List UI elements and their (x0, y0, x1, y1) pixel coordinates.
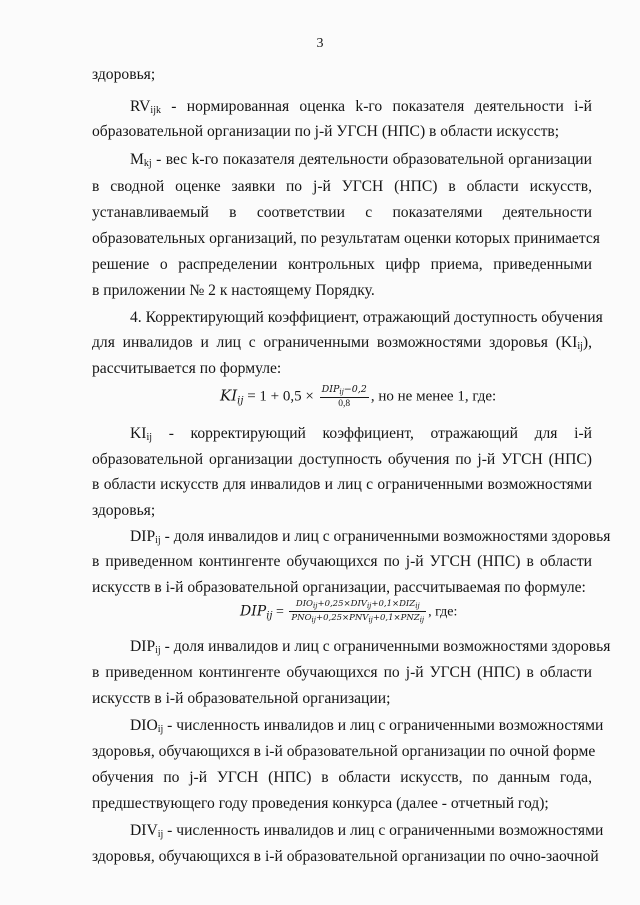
text-line: $KI_{ij}$ - корректирующий коэффициент, отражающий для i-й (130, 425, 592, 443)
text-line: образовательной организации доступность обучения по j-й УГСН (НПС) (92, 451, 592, 468)
text-line: здоровья; (92, 502, 156, 519)
text-line: в сводной оценке заявки по j-й УГСН (НПС) в области искусств, (92, 178, 592, 195)
text-line: $DIV_{ij}$ - численность инвалидов и лиц с ограниченными возможностями (130, 822, 604, 840)
text-line: здоровья, обучающихся в i-й образовательной организации по очной форме (92, 743, 596, 760)
text-line: в приложении № 2 к настоящему Порядку. (92, 282, 375, 299)
text-line: $DIP_{ij}$ - доля инвалидов и лиц с ограниченными возможностями здоровья (130, 638, 611, 656)
text-line: 4. Корректирующий коэффициент, отражающий доступность обучения (130, 309, 603, 326)
page-number: 3 (316, 36, 324, 51)
text-line: рассчитывается по формуле: (92, 360, 282, 377)
text-line: здоровья, обучающихся в i-й образовательной организации по очно-заочной (92, 848, 599, 865)
formula-ki: $KI_{ij} = 1 + 0,5$ × $\frac{DIP_{ij}-0,2}{0,8}$ , но не менее 1, где: (220, 384, 497, 409)
text-line: $M_{kj}$ - вес k-го показателя деятельности образовательной организации (130, 151, 592, 169)
text-line: образовательной организации по j-й УГСН (НПС) в области искусств; (92, 123, 560, 140)
text-line: устанавливаемый в соответствии с показателями деятельности (92, 204, 592, 221)
text-line: искусств в i-й образовательной организации, рассчитываемая по формуле: (92, 579, 586, 596)
text-line: искусств в i-й образовательной организации; (92, 690, 391, 707)
text-line: $DIO_{ij}$ - численность инвалидов и лиц с ограниченными возможностями (130, 717, 604, 735)
text-line: предшествующего году проведения конкурса (далее - отчетный год); (92, 795, 549, 812)
formula-dip: $DIP_{ij}$ = $\frac{DIO_{ij}+0,25\times DIV_{ij}+0,1\times DIZ_{ij}}{PNO_{ij}+0,25\times PNV_{ij}+0,1\times PNZ_{ij}}$ , где: (240, 599, 458, 624)
text-line: здоровья; (92, 66, 156, 83)
text-line: в области искусств для инвалидов и лиц с ограниченными возможностями (92, 476, 592, 493)
text-line: $RV_{ijk}$ - нормированная оценка k-го показателя деятельности i-й (130, 98, 592, 116)
text-line: $DIP_{ij}$ - доля инвалидов и лиц с ограниченными возможностями здоровья (130, 528, 611, 546)
text-line: образовательных организаций, по результатам оценки которых принимается (92, 230, 600, 247)
text-line: в приведенном контингенте обучающихся по j-й УГСН (НПС) в области (92, 553, 592, 570)
text-line: обучения по j-й УГСН (НПС) в области искусств, по данным года, (92, 769, 592, 786)
text-line: решение о распределении контрольных цифр приема, приведенными (92, 256, 592, 273)
text-line: для инвалидов и лиц с ограниченными возможностями здоровья $(KI_{ij})$, (92, 334, 592, 352)
text-line: в приведенном контингенте обучающихся по j-й УГСН (НПС) в области (92, 664, 592, 681)
